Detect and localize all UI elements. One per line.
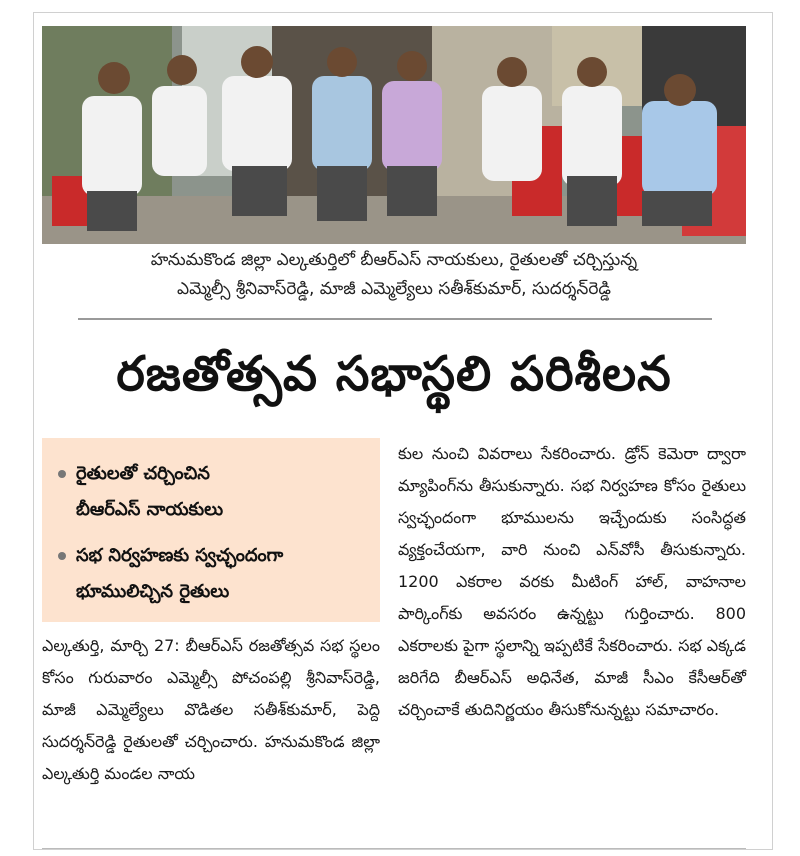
article-body-left-column: ఎల్కతుర్తి, మార్చి 27: బీఆర్ఎస్ రజతోత్సవ సభ స్థలం కోసం గురువారం ఎమ్మెల్సీ పోచంపల్లి శ్రీనివాస్‌రెడ్డి, మాజీ ఎమ్మెల్యేలు వొడితల సతీశ్‌కుమార్, పెద్ది సుదర్శన్‌రెడ్డి రైతులతో చర్చించారు. హనుమకొండ జిల్లా ఎల్కతుర్తి మండల నాయ bbox=[42, 636, 380, 783]
bottom-divider bbox=[42, 848, 746, 849]
caption-line-2: ఎమ్మెల్సీ శ్రీనివాస్‌రెడ్డి, మాజీ ఎమ్మెల్యేలు సతీశ్‌కుమార్, సుదర్శన్‌రెడ్డి bbox=[176, 279, 612, 299]
highlight-item bbox=[58, 538, 366, 610]
photo-caption bbox=[42, 246, 746, 304]
highlight-line: సభ నిర్వహణకు స్వచ్ఛందంగా bbox=[76, 545, 284, 566]
caption-divider bbox=[78, 318, 712, 320]
highlights-box bbox=[42, 438, 380, 622]
article-body-right-column: కుల నుంచి వివరాలు సేకరించారు. డ్రోన్ కెమెరా ద్వారా మ్యాపింగ్‌ను తీసుకున్నారు. సభ నిర్వహణ కోసం రైతులు స్వచ్ఛందంగా భూములను ఇచ్చేందుకు సంసిద్ధత వ్యక్తంచేయగా, వారి నుంచి ఎన్‌వోసీ తీసుకున్నారు. 1200 ఎకరాల వరకు మీటింగ్ హాల్, వాహనాల పార్కింగ్‌కు అవసరం ఉన్నట్టు గుర్తించారు. 800 ఎకరాలకు పైగా స్థలాన్ని ఇప్పటికే సేకరించారు. సభ ఎక్కడ జరిగేది బీఆర్ఎస్ అధినేత, మాజీ సీఎం కేసీఆర్‌తో చర్చించాకే తుదినిర్ణయం తీసుకోనున్నట్టు సమాచారం. bbox=[398, 444, 746, 719]
caption-line-1: హనుమకొండ జిల్లా ఎల్కతుర్తిలో బీఆర్ఎస్ నాయకులు, రైతులతో చర్చిస్తున్న bbox=[150, 250, 638, 270]
bullet-icon bbox=[58, 470, 66, 478]
highlight-item bbox=[58, 456, 366, 528]
news-photo bbox=[42, 26, 746, 244]
highlight-line: బీఆర్ఎస్ నాయకులు bbox=[76, 499, 224, 520]
meeting-photo-illustration bbox=[42, 26, 746, 244]
highlight-line: రైతులతో చర్చించిన bbox=[76, 463, 210, 484]
article-headline: రజతోత్సవ సభాస్థలి పరిశీలన bbox=[116, 346, 672, 402]
highlight-line: భూములిచ్చిన రైతులు bbox=[76, 581, 230, 602]
bullet-icon bbox=[58, 552, 66, 560]
